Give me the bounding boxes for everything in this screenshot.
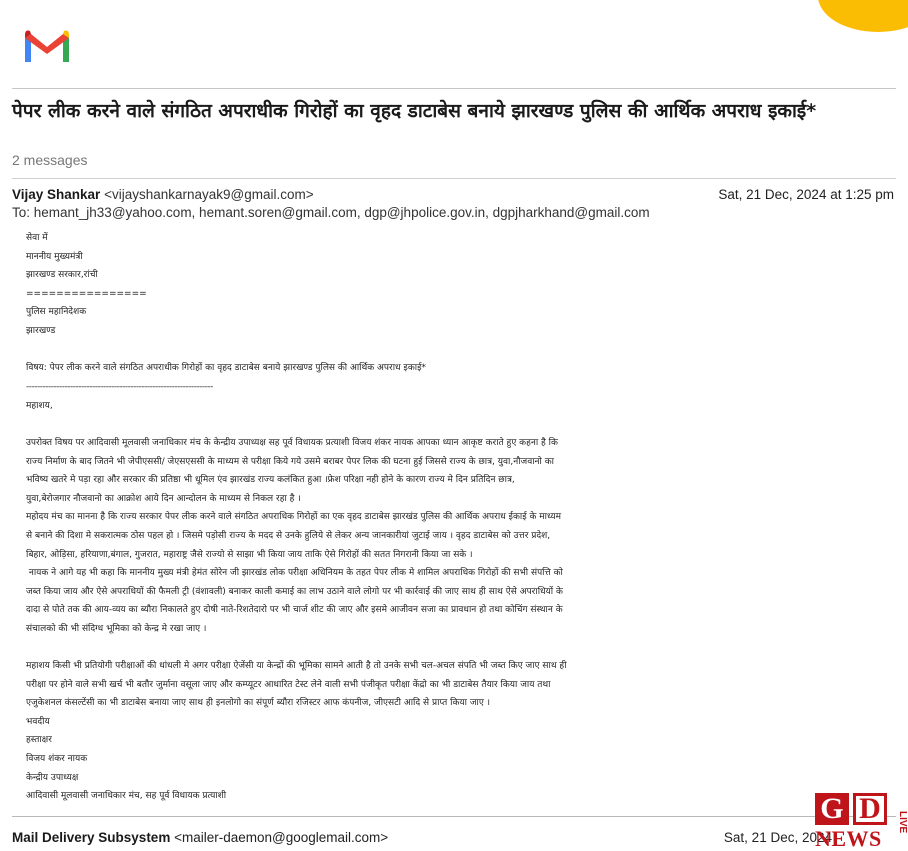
paragraph-line: महोदय मंच का मानना है कि राज्य सरकार पेपर लीक करने वाले संगठित अपराधिक गिरोहों का एक वृहद डाटाबेस झारखंड पुलिस की आर्थिक अपराध ईकाई के माध्यम — [26, 512, 561, 523]
gd-news-live-watermark — [815, 793, 908, 851]
message-divider — [12, 816, 896, 817]
closing-line: केन्द्रीय उपाध्यक्ष — [26, 772, 79, 783]
watermark-news: NEWS — [815, 826, 882, 851]
sender-email: <vijayshankarnayak9@gmail.com> — [104, 187, 314, 202]
paragraph-1 — [26, 434, 886, 639]
address-line: माननीय मुख्यमंत्री — [26, 251, 83, 262]
watermark-letter-d: D — [853, 793, 887, 825]
paragraph-line: उपरोक्त विषय पर आदिवासी मूलवासी जनाधिकार मंच के केन्द्रीय उपाध्यक्ष सह पूर्व विधायक प्रत्याशी विजय शंकर नायक आपका ध्यान आकृष्ट कराते हुए कहना है कि — [26, 437, 558, 448]
paragraph-line: एजुकेशनल कंसल्टेंसी का भी डाटाबेस बनाया जाए साथ ही इनलोगो का संपूर्ण ब्यौरा रजिस्टर आफ कंपनीज, जीएसटी आदि से प्राप्त किया जाए । — [26, 698, 491, 709]
dash-divider: -------------------------------------------------------------------- — [26, 381, 213, 392]
paragraph-line: भविष्य खतरे मे पड़ा रहा और सरकार की प्रतिष्ठा भी धूमिल एंव झारखंड राज्य कलंकित हुआ ।फ्रेश परिक्षा नही होने के कारण राज्य मे दिन प्रतिदिन छात्र, — [26, 475, 515, 486]
subject-divider — [12, 178, 896, 179]
closing-line: भवदीय — [26, 716, 50, 727]
address-line: झारखण्ड — [26, 325, 56, 336]
address-line: सेवा में — [26, 233, 48, 243]
sender-email-2: <mailer-daemon@googlemail.com> — [174, 830, 389, 845]
message-date: Sat, 21 Dec, 2024 at 1:25 pm — [718, 187, 894, 202]
message-header — [12, 186, 894, 222]
gmail-logo-icon — [18, 18, 76, 76]
salutation: महाशय, — [26, 400, 53, 411]
thread-subject: पेपर लीक करने वाले संगठित अपराधीक गिरोहों का वृहद डाटाबेस बनाये झारखण्ड पुलिस की आर्थिक अपराध इकाई* — [12, 100, 817, 122]
paragraph-line: नायक ने आगे यह भी कहा कि माननीय मुख्य मंत्री हेमंत सोरेन जी झारखंड लोक परीक्षा अधिनियम के तहत पेपर लीक मे शामिल अपराधिक गिरोहों की सभी संपत्ति को — [26, 568, 563, 579]
paragraph-line: जब्त किया जाय और ऐसे अपराधियों की फैमली ट्री (वंशावली) बनाकर काली कमाई का लाभ उठाने वाले लोगो पर भी कार्रवाई की जाए साथ ही साथ ऐसे अपराधियों के — [26, 586, 563, 597]
watermark-live: LIVE — [897, 810, 908, 834]
header-divider — [12, 88, 896, 89]
paragraph-line: युवा,बेरोजगार नौजवानो का आक्रोश आये दिन आन्दोलन के माध्यम से निकल रहा है । — [26, 493, 301, 504]
sender-name: Vijay Shankar — [12, 187, 101, 202]
paragraph-line: परीक्षा पर होने वाले सभी खर्च भी बतौर जुर्माना वसूला जाए और कम्प्यूटर आधारित टेस्ट लेने वाली सभी पंजीकृत परीक्षा केंद्रो का भी डाटाबेस तैयार किया जाय तथा — [26, 679, 551, 690]
letter-subject: विषय: पेपर लीक करने वाले संगठित अपराधीक गिरोहों का वृहद डाटाबेस बनाये झारखण्ड पुलिस की आर्थिक अपराध इकाई* — [26, 363, 427, 374]
paragraph-line: संचालको की भी संदिग्ध भूमिका को केन्द्र मे रखा जाए । — [26, 623, 207, 634]
address-line: पुलिस महानिदेशक — [26, 307, 87, 318]
from-row — [12, 186, 894, 204]
message-body — [26, 229, 886, 806]
second-message-header[interactable] — [12, 830, 832, 845]
closing-line: हस्ताक्षर — [26, 735, 52, 746]
sender-2 — [12, 830, 388, 845]
paragraph-line: महाशय किसी भी प्रतियोगी परीक्षाओं की धांधली मे अगर परीक्षा ऐजेंसी या केन्द्रों की भूमिका सामने आती है तो उनके सभी चल-अचल संपति भी जब्त किए जाए साथ ही — [26, 661, 567, 672]
address-block — [26, 229, 886, 341]
message-count: 2 messages — [12, 152, 88, 168]
recipients: To: hemant_jh33@yahoo.com, hemant.soren@gmail.com, dgp@jhpolice.gov.in, dgpjharkhand@gmail.com — [12, 205, 650, 220]
yellow-corner-decoration — [818, 0, 908, 32]
closing-line: आदिवासी मूलवासी जनाधिकार मंच, सह पूर्व विधायक प्रत्याशी — [26, 791, 227, 802]
paragraph-line: से बनाने की दिशा मे सकरात्मक ठोस पहल हो । जिसमे पड़ोसी राज्य के मदद से उनके हुलिये से लेकर अन्य जानकारीयां जुटाई जाय । वृहद डाटाबेस को उत्तर प्रदेश, — [26, 530, 551, 541]
address-line: ================ — [26, 288, 147, 299]
message-date-2: Sat, 21 Dec, 2024 — [723, 830, 832, 845]
paragraph-line: बिहार, ओड़िसा, हरियाणा,बंगाल, गुजरात, महाराष्ट्र जैसे राज्यो से साझा भी किया जाय ताकि ऐसे गिरोहों की सतत निगरानी किया जा सके । — [26, 549, 473, 560]
closing-line: विजय शंकर नायक — [26, 754, 88, 765]
closing-block — [26, 713, 886, 806]
paragraph-line: राज्य निर्माण के बाद जितने भी जेपीएससी/ जेएसएससी के माध्यम से परीक्षा किये गये उसमे बराबर पेपर लिक की घटना हुई जिससे राज्य के छात्र, युवा,नौजवानो का — [26, 456, 554, 467]
watermark-letter-g: G — [815, 793, 849, 825]
paragraph-2 — [26, 657, 886, 713]
sender-name-2: Mail Delivery Subsystem — [12, 830, 171, 845]
paragraph-line: दादा से पोते तक की आय-व्यय का ब्यौरा निकालते हुए दोषी नाते-रिशतेदारो पर भी चार्ज शीट की जाए और इसमे आजीवन सजा का प्रावधान हो तथा कोचिंग संस्थान के — [26, 605, 563, 616]
sender[interactable] — [12, 186, 314, 204]
address-line: झारखण्ड सरकार,रांची — [26, 270, 98, 281]
